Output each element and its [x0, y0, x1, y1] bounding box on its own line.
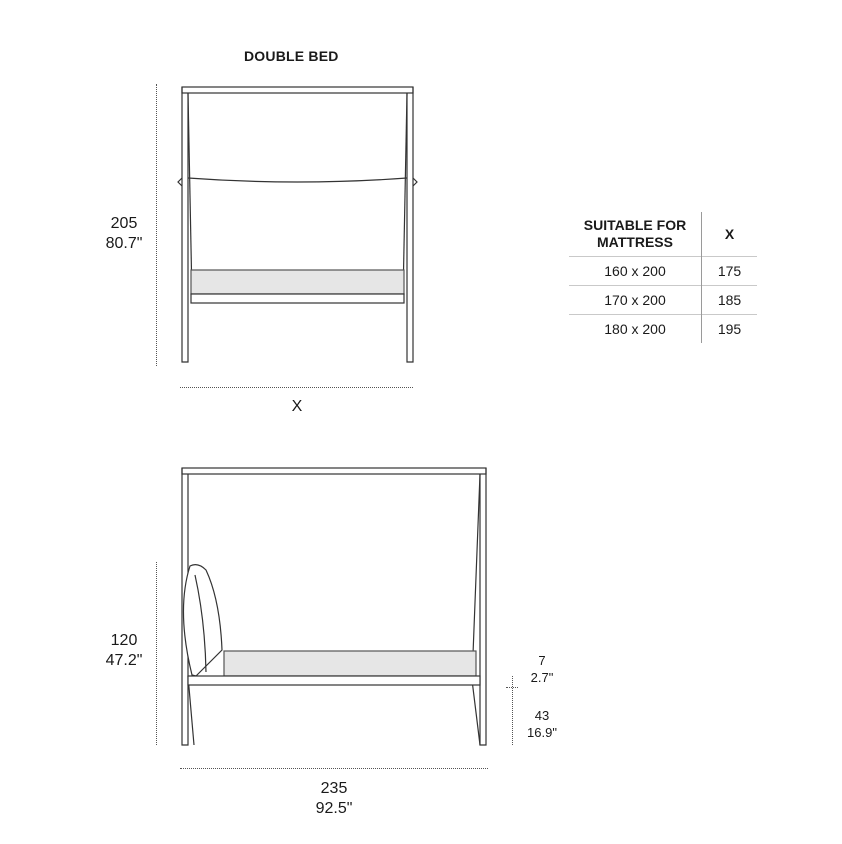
side-length-dimension-line: [180, 768, 488, 769]
side-height-labels: [96, 631, 152, 671]
width-x-cell: 185: [702, 286, 758, 315]
side-length-labels: [300, 779, 368, 819]
mattress-size-cell: 170 x 200: [569, 286, 702, 315]
seat-height-labels: [522, 707, 562, 741]
side-view-drawing: [182, 468, 486, 745]
width-x-cell: 195: [702, 315, 758, 344]
table-row: [569, 257, 757, 286]
side-length-cm: 235: [320, 780, 348, 797]
front-view-drawing: [178, 87, 417, 362]
front-height-cm: 205: [110, 215, 138, 232]
side-height-dimension-line: [156, 562, 157, 745]
seat-tick: [506, 687, 518, 688]
mattress-thickness-cm: 7: [538, 653, 546, 668]
mattress-thickness-labels: [522, 652, 562, 686]
mattress-size-cell: 160 x 200: [569, 257, 702, 286]
table-row: [569, 286, 757, 315]
width-x-cell: 175: [702, 257, 758, 286]
side-height-in: 47.2": [105, 652, 143, 669]
front-height-labels: [96, 214, 152, 254]
front-height-dimension-line: [156, 84, 157, 366]
mattress-thickness-in: 2.7": [530, 670, 554, 685]
table-row: [569, 315, 757, 344]
side-height-cm: 120: [110, 632, 138, 649]
header-suitable-for-mattress: SUITABLE FOR MATTRESS: [583, 217, 687, 250]
front-width-label: X: [291, 398, 303, 415]
seat-height-in: 16.9": [527, 725, 557, 740]
front-width-dimension-line: [180, 387, 413, 388]
header-x: X: [702, 212, 758, 257]
mattress-size-table: [569, 212, 757, 343]
table-header-row: [569, 212, 757, 257]
front-height-in: 80.7": [105, 235, 143, 252]
side-length-in: 92.5": [315, 800, 353, 817]
diagram-title: DOUBLE BED: [244, 48, 339, 64]
mattress-size-cell: 180 x 200: [569, 315, 702, 344]
seat-height-cm: 43: [534, 708, 550, 723]
